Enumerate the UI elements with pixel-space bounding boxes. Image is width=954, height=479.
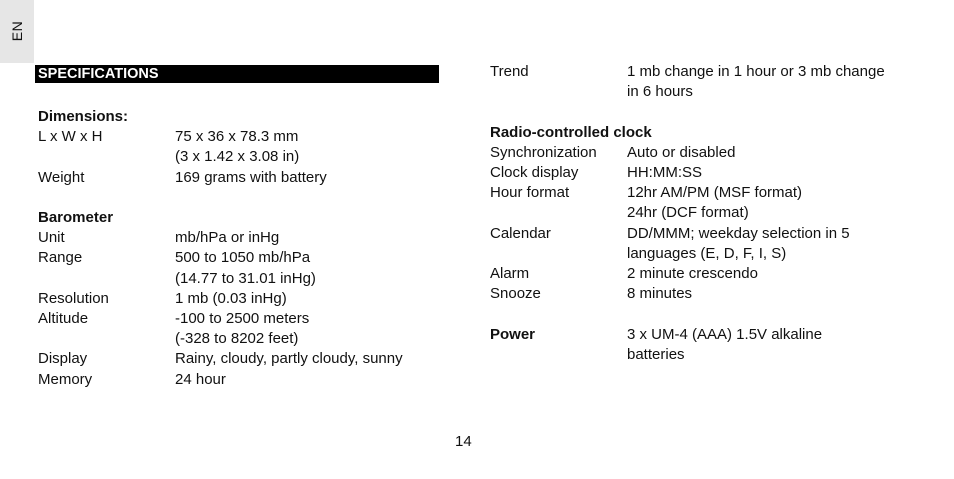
spec-value-line: in 6 hours — [627, 83, 693, 101]
spec-key: Alarm — [490, 265, 530, 283]
spec-key: Display — [38, 350, 88, 368]
spec-row-altitude — [38, 309, 448, 349]
spec-value-line: 8 minutes — [627, 285, 693, 303]
spec-key: Unit — [38, 229, 65, 247]
spec-key: Synchronization — [490, 143, 597, 161]
spec-value-line: (14.77 to 31.01 inHg) — [175, 269, 316, 287]
spec-value-line: 24 hour — [175, 370, 226, 388]
right-spec-column — [490, 62, 920, 365]
spec-value — [175, 289, 448, 309]
spec-value — [627, 163, 920, 183]
page-number: 14 — [455, 433, 472, 450]
spec-value — [627, 62, 920, 102]
section-title-bar — [35, 65, 439, 83]
spec-key: Weight — [38, 168, 85, 186]
spec-row-clock-display — [490, 163, 920, 183]
spec-value — [627, 325, 920, 365]
spec-value — [627, 183, 920, 223]
spec-value-line: 1 mb (0.03 inHg) — [175, 289, 287, 307]
spec-value-line: -100 to 2500 meters — [175, 310, 310, 328]
spec-value-line: mb/hPa or inHg — [175, 229, 280, 247]
spec-value-line: languages (E, D, F, I, S) — [627, 244, 787, 262]
spec-key: Hour format — [490, 184, 570, 202]
spec-key: L x W x H — [38, 128, 103, 146]
spec-value-line: 1 mb change in 1 hour or 3 mb change — [627, 63, 885, 80]
spec-row-snooze — [490, 284, 920, 304]
spec-key: Range — [38, 249, 83, 267]
spec-value — [175, 228, 448, 248]
spec-row-display — [38, 349, 448, 369]
power-heading: Power — [490, 325, 536, 343]
spec-value-line: 3 x UM-4 (AAA) 1.5V alkaline — [627, 325, 823, 343]
spec-value — [175, 127, 448, 167]
spec-row-weight — [38, 168, 448, 188]
spec-value — [175, 248, 448, 288]
spec-value-line: batteries — [627, 345, 685, 363]
spec-value-line: 169 grams with battery — [175, 168, 327, 186]
spec-value-line: 12hr AM/PM (MSF format) — [627, 184, 803, 202]
left-spec-column — [38, 107, 448, 390]
spec-value-line: DD/MMM; weekday selection in 5 — [627, 224, 850, 242]
spec-key: Resolution — [38, 289, 109, 307]
spec-value-line: 2 minute crescendo — [627, 265, 758, 283]
spec-value — [175, 168, 448, 188]
spacer — [490, 102, 920, 122]
section-title: SPECIFICATIONS — [38, 66, 159, 82]
spec-value-line: HH:MM:SS — [627, 164, 702, 181]
spacer — [490, 304, 920, 324]
spec-key: Altitude — [38, 310, 89, 328]
spec-row-lwh — [38, 127, 448, 167]
dimensions-heading: Dimensions: — [38, 108, 129, 125]
spec-value-line: Auto or disabled — [627, 143, 736, 161]
spec-value-line: 500 to 1050 mb/hPa — [175, 249, 311, 267]
spec-value-line: (3 x 1.42 x 3.08 in) — [175, 148, 300, 166]
spec-row-power — [490, 325, 920, 365]
spacer — [38, 188, 448, 208]
spec-value-line: 24hr (DCF format) — [627, 204, 749, 222]
spec-value — [627, 224, 920, 264]
spec-key: Snooze — [490, 285, 541, 303]
spec-row-hour-format — [490, 183, 920, 223]
spec-key: Memory — [38, 370, 93, 388]
spec-row-unit — [38, 228, 448, 248]
spec-key: Calendar — [490, 224, 551, 242]
spec-value — [627, 143, 920, 163]
spec-value — [627, 284, 920, 304]
spec-value-line: 75 x 36 x 78.3 mm — [175, 128, 299, 146]
spec-row-trend — [490, 62, 920, 102]
clock-heading: Radio-controlled clock — [490, 123, 652, 141]
language-tab-label: EN — [9, 20, 25, 42]
barometer-heading: Barometer — [38, 209, 114, 226]
spec-value-line: (-328 to 8202 feet) — [175, 330, 299, 348]
spec-value — [627, 264, 920, 284]
spec-row-calendar — [490, 224, 920, 264]
spec-value — [175, 349, 448, 369]
spec-row-range — [38, 248, 448, 288]
spec-key: Trend — [490, 63, 529, 80]
language-tab — [0, 0, 34, 63]
spec-row-memory — [38, 370, 448, 390]
spec-value — [175, 309, 448, 349]
spec-row-alarm — [490, 264, 920, 284]
spec-row-resolution — [38, 289, 448, 309]
spec-value — [175, 370, 448, 390]
spec-value-line: Rainy, cloudy, partly cloudy, sunny — [175, 350, 403, 368]
spec-key: Clock display — [490, 164, 579, 181]
spec-row-synchronization — [490, 143, 920, 163]
